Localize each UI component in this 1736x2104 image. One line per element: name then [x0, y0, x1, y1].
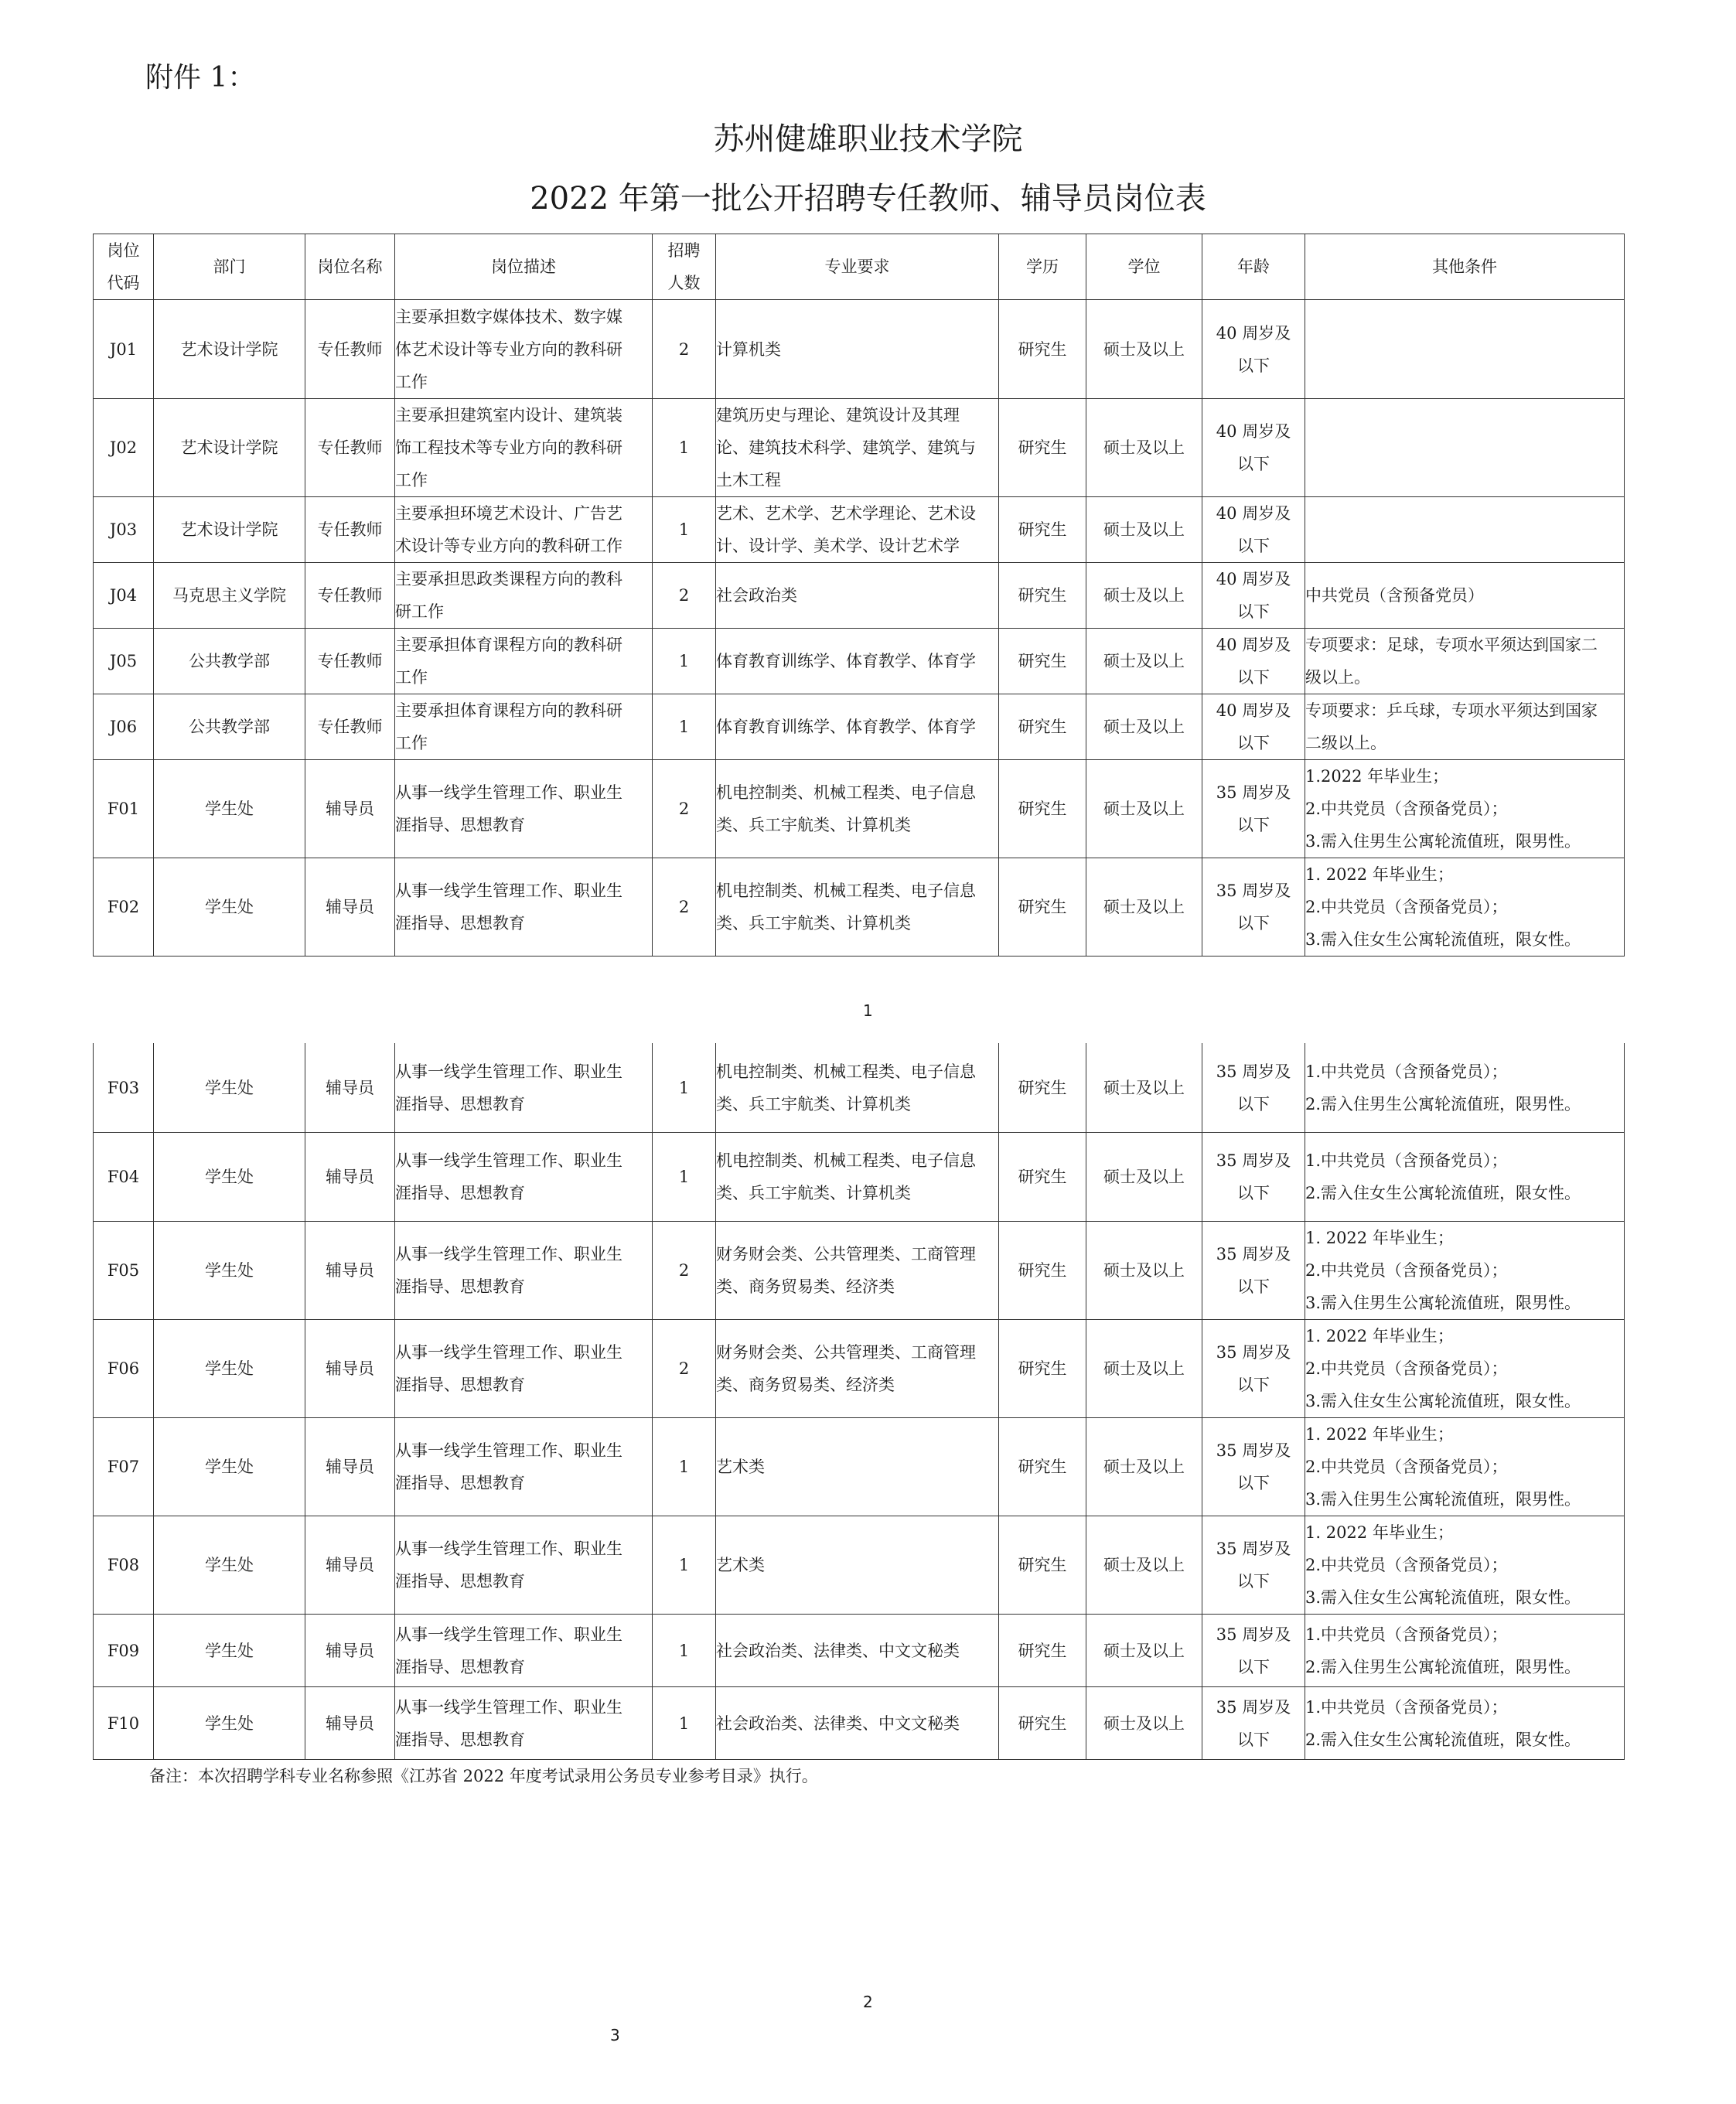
major-requirement: 机电控制类、机械工程类、电子信息 类、兵工宇航类、计算机类	[716, 760, 999, 858]
header-age: 年龄	[1202, 234, 1305, 300]
department: 学生处	[154, 1222, 305, 1320]
age-limit: 35 周岁及 以下	[1202, 1418, 1305, 1516]
position-description: 主要承担体育课程方向的教科研 工作	[395, 629, 653, 694]
degree: 硕士及以上	[1086, 300, 1202, 399]
other-conditions: 1. 2022 年毕业生； 2.中共党员（含预备党员）； 3.需入住男生公寓轮流值班，限男性。	[1305, 1418, 1625, 1516]
position-name: 辅导员	[305, 1222, 395, 1320]
hire-count: 1	[653, 694, 716, 760]
position-description: 从事一线学生管理工作、职业生 涯指导、思想教育	[395, 1418, 653, 1516]
education: 研究生	[999, 1516, 1086, 1615]
header-count: 招聘 人数	[653, 234, 716, 300]
position-description: 从事一线学生管理工作、职业生 涯指导、思想教育	[395, 1133, 653, 1222]
hire-count: 1	[653, 1516, 716, 1615]
hire-count: 1	[653, 629, 716, 694]
other-conditions: 1. 2022 年毕业生； 2.中共党员（含预备党员）； 3.需入住女生公寓轮流值班，限女性。	[1305, 858, 1625, 957]
position-name: 辅导员	[305, 1418, 395, 1516]
table-row	[94, 1418, 1625, 1516]
page-number-2: 2	[863, 1993, 873, 2011]
position-code: F08	[94, 1516, 154, 1615]
other-conditions: 1.中共党员（含预备党员）； 2.需入住女生公寓轮流值班，限女性。	[1305, 1133, 1625, 1222]
header-dept: 部门	[154, 234, 305, 300]
degree: 硕士及以上	[1086, 1222, 1202, 1320]
position-name: 专任教师	[305, 694, 395, 760]
position-name: 专任教师	[305, 563, 395, 629]
position-name: 辅导员	[305, 1133, 395, 1222]
table-row	[94, 497, 1625, 563]
age-limit: 40 周岁及 以下	[1202, 563, 1305, 629]
other-conditions: 专项要求：乒乓球，专项水平须达到国家 二级以上。	[1305, 694, 1625, 760]
major-requirement: 财务财会类、公共管理类、工商管理 类、商务贸易类、经济类	[716, 1222, 999, 1320]
table-row	[94, 1320, 1625, 1418]
table-row	[94, 300, 1625, 399]
hire-count: 1	[653, 1418, 716, 1516]
major-requirement: 机电控制类、机械工程类、电子信息 类、兵工宇航类、计算机类	[716, 1044, 999, 1133]
position-code: F10	[94, 1687, 154, 1760]
position-description: 从事一线学生管理工作、职业生 涯指导、思想教育	[395, 1222, 653, 1320]
header-major: 专业要求	[716, 234, 999, 300]
other-conditions: 中共党员（含预备党员）	[1305, 563, 1625, 629]
major-requirement: 艺术、艺术学、艺术学理论、艺术设 计、设计学、美术学、设计艺术学	[716, 497, 999, 563]
age-limit: 35 周岁及 以下	[1202, 1320, 1305, 1418]
position-name: 辅导员	[305, 760, 395, 858]
position-name: 辅导员	[305, 1516, 395, 1615]
hire-count: 1	[653, 399, 716, 497]
education: 研究生	[999, 497, 1086, 563]
major-requirement: 艺术类	[716, 1418, 999, 1516]
department: 学生处	[154, 1320, 305, 1418]
position-code: F07	[94, 1418, 154, 1516]
table-row	[94, 1687, 1625, 1760]
position-code: J03	[94, 497, 154, 563]
other-conditions: 1.2022 年毕业生； 2.中共党员（含预备党员）； 3.需入住男生公寓轮流值班，限男性。	[1305, 760, 1625, 858]
hire-count: 2	[653, 563, 716, 629]
major-requirement: 财务财会类、公共管理类、工商管理 类、商务贸易类、经济类	[716, 1320, 999, 1418]
table-row	[94, 1615, 1625, 1687]
position-name: 辅导员	[305, 1044, 395, 1133]
position-description: 从事一线学生管理工作、职业生 涯指导、思想教育	[395, 1044, 653, 1133]
department: 学生处	[154, 1516, 305, 1615]
table-row	[94, 1516, 1625, 1615]
other-conditions	[1305, 399, 1625, 497]
department: 艺术设计学院	[154, 497, 305, 563]
degree: 硕士及以上	[1086, 629, 1202, 694]
other-conditions	[1305, 300, 1625, 399]
education: 研究生	[999, 694, 1086, 760]
major-requirement: 建筑历史与理论、建筑设计及其理 论、建筑技术科学、建筑学、建筑与 土木工程	[716, 399, 999, 497]
position-description: 从事一线学生管理工作、职业生 涯指导、思想教育	[395, 1615, 653, 1687]
other-conditions: 1.中共党员（含预备党员）； 2.需入住男生公寓轮流值班，限男性。	[1305, 1044, 1625, 1133]
education: 研究生	[999, 1687, 1086, 1760]
position-description: 主要承担环境艺术设计、广告艺 术设计等专业方向的教科研工作	[395, 497, 653, 563]
degree: 硕士及以上	[1086, 760, 1202, 858]
age-limit: 35 周岁及 以下	[1202, 1516, 1305, 1615]
position-description: 从事一线学生管理工作、职业生 涯指导、思想教育	[395, 1320, 653, 1418]
other-conditions: 1.中共党员（含预备党员）； 2.需入住女生公寓轮流值班，限女性。	[1305, 1687, 1625, 1760]
degree: 硕士及以上	[1086, 1044, 1202, 1133]
education: 研究生	[999, 858, 1086, 957]
department: 公共教学部	[154, 629, 305, 694]
age-limit: 35 周岁及 以下	[1202, 1222, 1305, 1320]
major-requirement: 艺术类	[716, 1516, 999, 1615]
position-name: 辅导员	[305, 1615, 395, 1687]
footnote: 备注：本次招聘学科专业名称参照《江苏省 2022 年度考试录用公务员专业参考目录》执行。	[149, 1767, 818, 1785]
major-requirement: 社会政治类、法律类、中文文秘类	[716, 1687, 999, 1760]
position-description: 从事一线学生管理工作、职业生 涯指导、思想教育	[395, 1687, 653, 1760]
document-title: 苏州健雄职业技术学院	[713, 121, 1023, 157]
education: 研究生	[999, 1418, 1086, 1516]
position-description: 主要承担数字媒体技术、数字媒 体艺术设计等专业方向的教科研 工作	[395, 300, 653, 399]
table-row	[94, 629, 1625, 694]
hire-count: 2	[653, 1222, 716, 1320]
position-name: 辅导员	[305, 858, 395, 957]
hire-count: 2	[653, 300, 716, 399]
position-code: J01	[94, 300, 154, 399]
position-code: F02	[94, 858, 154, 957]
degree: 硕士及以上	[1086, 1133, 1202, 1222]
degree: 硕士及以上	[1086, 1320, 1202, 1418]
document-subtitle: 2022 年第一批公开招聘专任教师、辅导员岗位表	[530, 181, 1206, 217]
position-description: 主要承担思政类课程方向的教科 研工作	[395, 563, 653, 629]
table-row	[94, 858, 1625, 957]
degree: 硕士及以上	[1086, 694, 1202, 760]
age-limit: 40 周岁及 以下	[1202, 399, 1305, 497]
age-limit: 35 周岁及 以下	[1202, 1044, 1305, 1133]
degree: 硕士及以上	[1086, 1516, 1202, 1615]
position-name: 辅导员	[305, 1320, 395, 1418]
major-requirement: 计算机类	[716, 300, 999, 399]
degree: 硕士及以上	[1086, 563, 1202, 629]
position-name: 专任教师	[305, 399, 395, 497]
department: 公共教学部	[154, 694, 305, 760]
department: 学生处	[154, 760, 305, 858]
major-requirement: 社会政治类、法律类、中文文秘类	[716, 1615, 999, 1687]
header-desc: 岗位描述	[395, 234, 653, 300]
hire-count: 1	[653, 497, 716, 563]
other-conditions: 1. 2022 年毕业生； 2.中共党员（含预备党员）； 3.需入住男生公寓轮流值班，限男性。	[1305, 1222, 1625, 1320]
position-name: 专任教师	[305, 629, 395, 694]
hire-count: 1	[653, 1044, 716, 1133]
department: 学生处	[154, 1044, 305, 1133]
education: 研究生	[999, 1320, 1086, 1418]
table-row	[94, 1222, 1625, 1320]
position-name: 专任教师	[305, 497, 395, 563]
table-row	[94, 1133, 1625, 1222]
education: 研究生	[999, 1044, 1086, 1133]
education: 研究生	[999, 629, 1086, 694]
position-code: F06	[94, 1320, 154, 1418]
header-other: 其他条件	[1305, 234, 1625, 300]
age-limit: 35 周岁及 以下	[1202, 1687, 1305, 1760]
age-limit: 35 周岁及 以下	[1202, 1133, 1305, 1222]
position-name: 专任教师	[305, 300, 395, 399]
recruitment-table-page1	[93, 234, 1625, 957]
education: 研究生	[999, 1222, 1086, 1320]
table-header-row	[94, 234, 1625, 300]
education: 研究生	[999, 1615, 1086, 1687]
major-requirement: 体育教育训练学、体育教学、体育学	[716, 694, 999, 760]
position-description: 从事一线学生管理工作、职业生 涯指导、思想教育	[395, 858, 653, 957]
major-requirement: 社会政治类	[716, 563, 999, 629]
degree: 硕士及以上	[1086, 497, 1202, 563]
position-name: 辅导员	[305, 1687, 395, 1760]
header-name: 岗位名称	[305, 234, 395, 300]
other-conditions: 1. 2022 年毕业生； 2.中共党员（含预备党员）； 3.需入住女生公寓轮流值班，限女性。	[1305, 1320, 1625, 1418]
page-number-1: 1	[863, 1001, 873, 1020]
department: 学生处	[154, 1418, 305, 1516]
hire-count: 2	[653, 858, 716, 957]
department: 马克思主义学院	[154, 563, 305, 629]
recruitment-table-page2	[93, 1043, 1625, 1760]
position-code: J05	[94, 629, 154, 694]
table-row	[94, 1044, 1625, 1133]
table-row	[94, 563, 1625, 629]
age-limit: 40 周岁及 以下	[1202, 300, 1305, 399]
page-number-3: 3	[610, 2026, 620, 2044]
table-row	[94, 760, 1625, 858]
education: 研究生	[999, 1133, 1086, 1222]
position-code: F04	[94, 1133, 154, 1222]
other-conditions: 1.中共党员（含预备党员）； 2.需入住男生公寓轮流值班，限男性。	[1305, 1615, 1625, 1687]
position-code: F01	[94, 760, 154, 858]
attachment-label: 附件 1：	[145, 62, 256, 94]
education: 研究生	[999, 563, 1086, 629]
position-code: F09	[94, 1615, 154, 1687]
header-degree: 学位	[1086, 234, 1202, 300]
other-conditions: 1. 2022 年毕业生； 2.中共党员（含预备党员）； 3.需入住女生公寓轮流值班，限女性。	[1305, 1516, 1625, 1615]
degree: 硕士及以上	[1086, 1615, 1202, 1687]
position-description: 主要承担体育课程方向的教科研 工作	[395, 694, 653, 760]
department: 学生处	[154, 1133, 305, 1222]
age-limit: 40 周岁及 以下	[1202, 497, 1305, 563]
table-row	[94, 694, 1625, 760]
degree: 硕士及以上	[1086, 399, 1202, 497]
department: 学生处	[154, 858, 305, 957]
age-limit: 35 周岁及 以下	[1202, 858, 1305, 957]
position-code: J06	[94, 694, 154, 760]
header-edu: 学历	[999, 234, 1086, 300]
other-conditions: 专项要求：足球，专项水平须达到国家二 级以上。	[1305, 629, 1625, 694]
hire-count: 2	[653, 760, 716, 858]
major-requirement: 机电控制类、机械工程类、电子信息 类、兵工宇航类、计算机类	[716, 1133, 999, 1222]
header-code: 岗位 代码	[94, 234, 154, 300]
position-code: F05	[94, 1222, 154, 1320]
hire-count: 1	[653, 1615, 716, 1687]
degree: 硕士及以上	[1086, 858, 1202, 957]
degree: 硕士及以上	[1086, 1687, 1202, 1760]
position-code: J04	[94, 563, 154, 629]
department: 艺术设计学院	[154, 300, 305, 399]
hire-count: 1	[653, 1687, 716, 1760]
age-limit: 35 周岁及 以下	[1202, 760, 1305, 858]
major-requirement: 机电控制类、机械工程类、电子信息 类、兵工宇航类、计算机类	[716, 858, 999, 957]
position-description: 从事一线学生管理工作、职业生 涯指导、思想教育	[395, 1516, 653, 1615]
position-code: F03	[94, 1044, 154, 1133]
other-conditions	[1305, 497, 1625, 563]
major-requirement: 体育教育训练学、体育教学、体育学	[716, 629, 999, 694]
position-code: J02	[94, 399, 154, 497]
education: 研究生	[999, 760, 1086, 858]
position-description: 从事一线学生管理工作、职业生 涯指导、思想教育	[395, 760, 653, 858]
age-limit: 40 周岁及 以下	[1202, 694, 1305, 760]
department: 学生处	[154, 1687, 305, 1760]
education: 研究生	[999, 399, 1086, 497]
degree: 硕士及以上	[1086, 1418, 1202, 1516]
department: 艺术设计学院	[154, 399, 305, 497]
department: 学生处	[154, 1615, 305, 1687]
position-description: 主要承担建筑室内设计、建筑装 饰工程技术等专业方向的教科研 工作	[395, 399, 653, 497]
education: 研究生	[999, 300, 1086, 399]
hire-count: 2	[653, 1320, 716, 1418]
table-row	[94, 399, 1625, 497]
age-limit: 40 周岁及 以下	[1202, 629, 1305, 694]
age-limit: 35 周岁及 以下	[1202, 1615, 1305, 1687]
hire-count: 1	[653, 1133, 716, 1222]
